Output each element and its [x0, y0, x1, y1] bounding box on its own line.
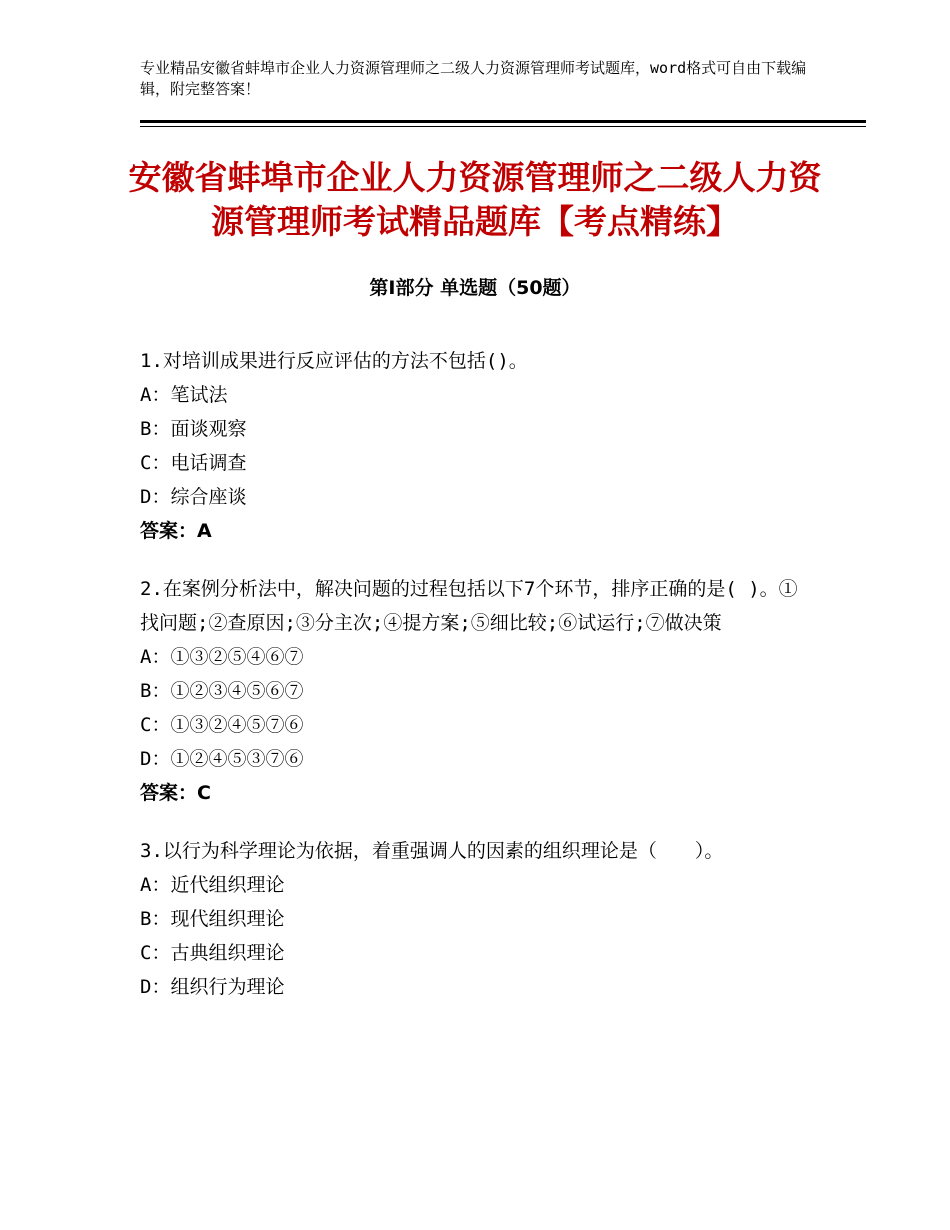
option-c: C：电话调查: [140, 452, 247, 474]
header-rule-thin: [140, 126, 866, 127]
question-stem: 2.在案例分析法中，解决问题的过程包括以下7个环节，排序正确的是( )。①找问题;②查原因;③分主次;④提方案;⑤细比较;⑥试运行;⑦做决策: [140, 578, 798, 634]
question-3: [140, 834, 800, 1004]
option-a: A：①③②⑤④⑥⑦: [140, 646, 304, 668]
question-stem: 3.以行为科学理论为依据，着重强调人的因素的组织理论是（ ）。: [140, 840, 724, 862]
answer-line: 答案：C: [140, 782, 211, 804]
option-d: D：综合座谈: [140, 486, 247, 508]
question-1: [140, 344, 800, 548]
option-c: C：古典组织理论: [140, 942, 285, 964]
section-title: 第Ⅰ部分 单选题（50题）: [369, 277, 581, 299]
option-b: B：面谈观察: [140, 418, 247, 440]
option-b: B：现代组织理论: [140, 908, 285, 930]
option-d: D：组织行为理论: [140, 976, 285, 998]
option-b: B：①②③④⑤⑥⑦: [140, 680, 304, 702]
question-stem: 1.对培训成果进行反应评估的方法不包括()。: [140, 350, 528, 372]
answer-line: 答案：A: [140, 520, 212, 542]
option-c: C：①③②④⑤⑦⑥: [140, 714, 304, 736]
question-list: [140, 344, 800, 1028]
option-a: A：近代组织理论: [140, 874, 285, 896]
question-2: [140, 572, 800, 810]
option-a: A：笔试法: [140, 384, 228, 406]
option-d: D：①②④⑤③⑦⑥: [140, 748, 304, 770]
header-rule-thick: [140, 120, 866, 123]
header-note: 专业精品安徽省蚌埠市企业人力资源管理师之二级人力资源管理师考试题库，word格式可自由下载编辑，附完整答案！: [140, 59, 807, 98]
document-title: 安徽省蚌埠市企业人力资源管理师之二级人力资源管理师考试精品题库【考点精练】: [128, 158, 822, 241]
